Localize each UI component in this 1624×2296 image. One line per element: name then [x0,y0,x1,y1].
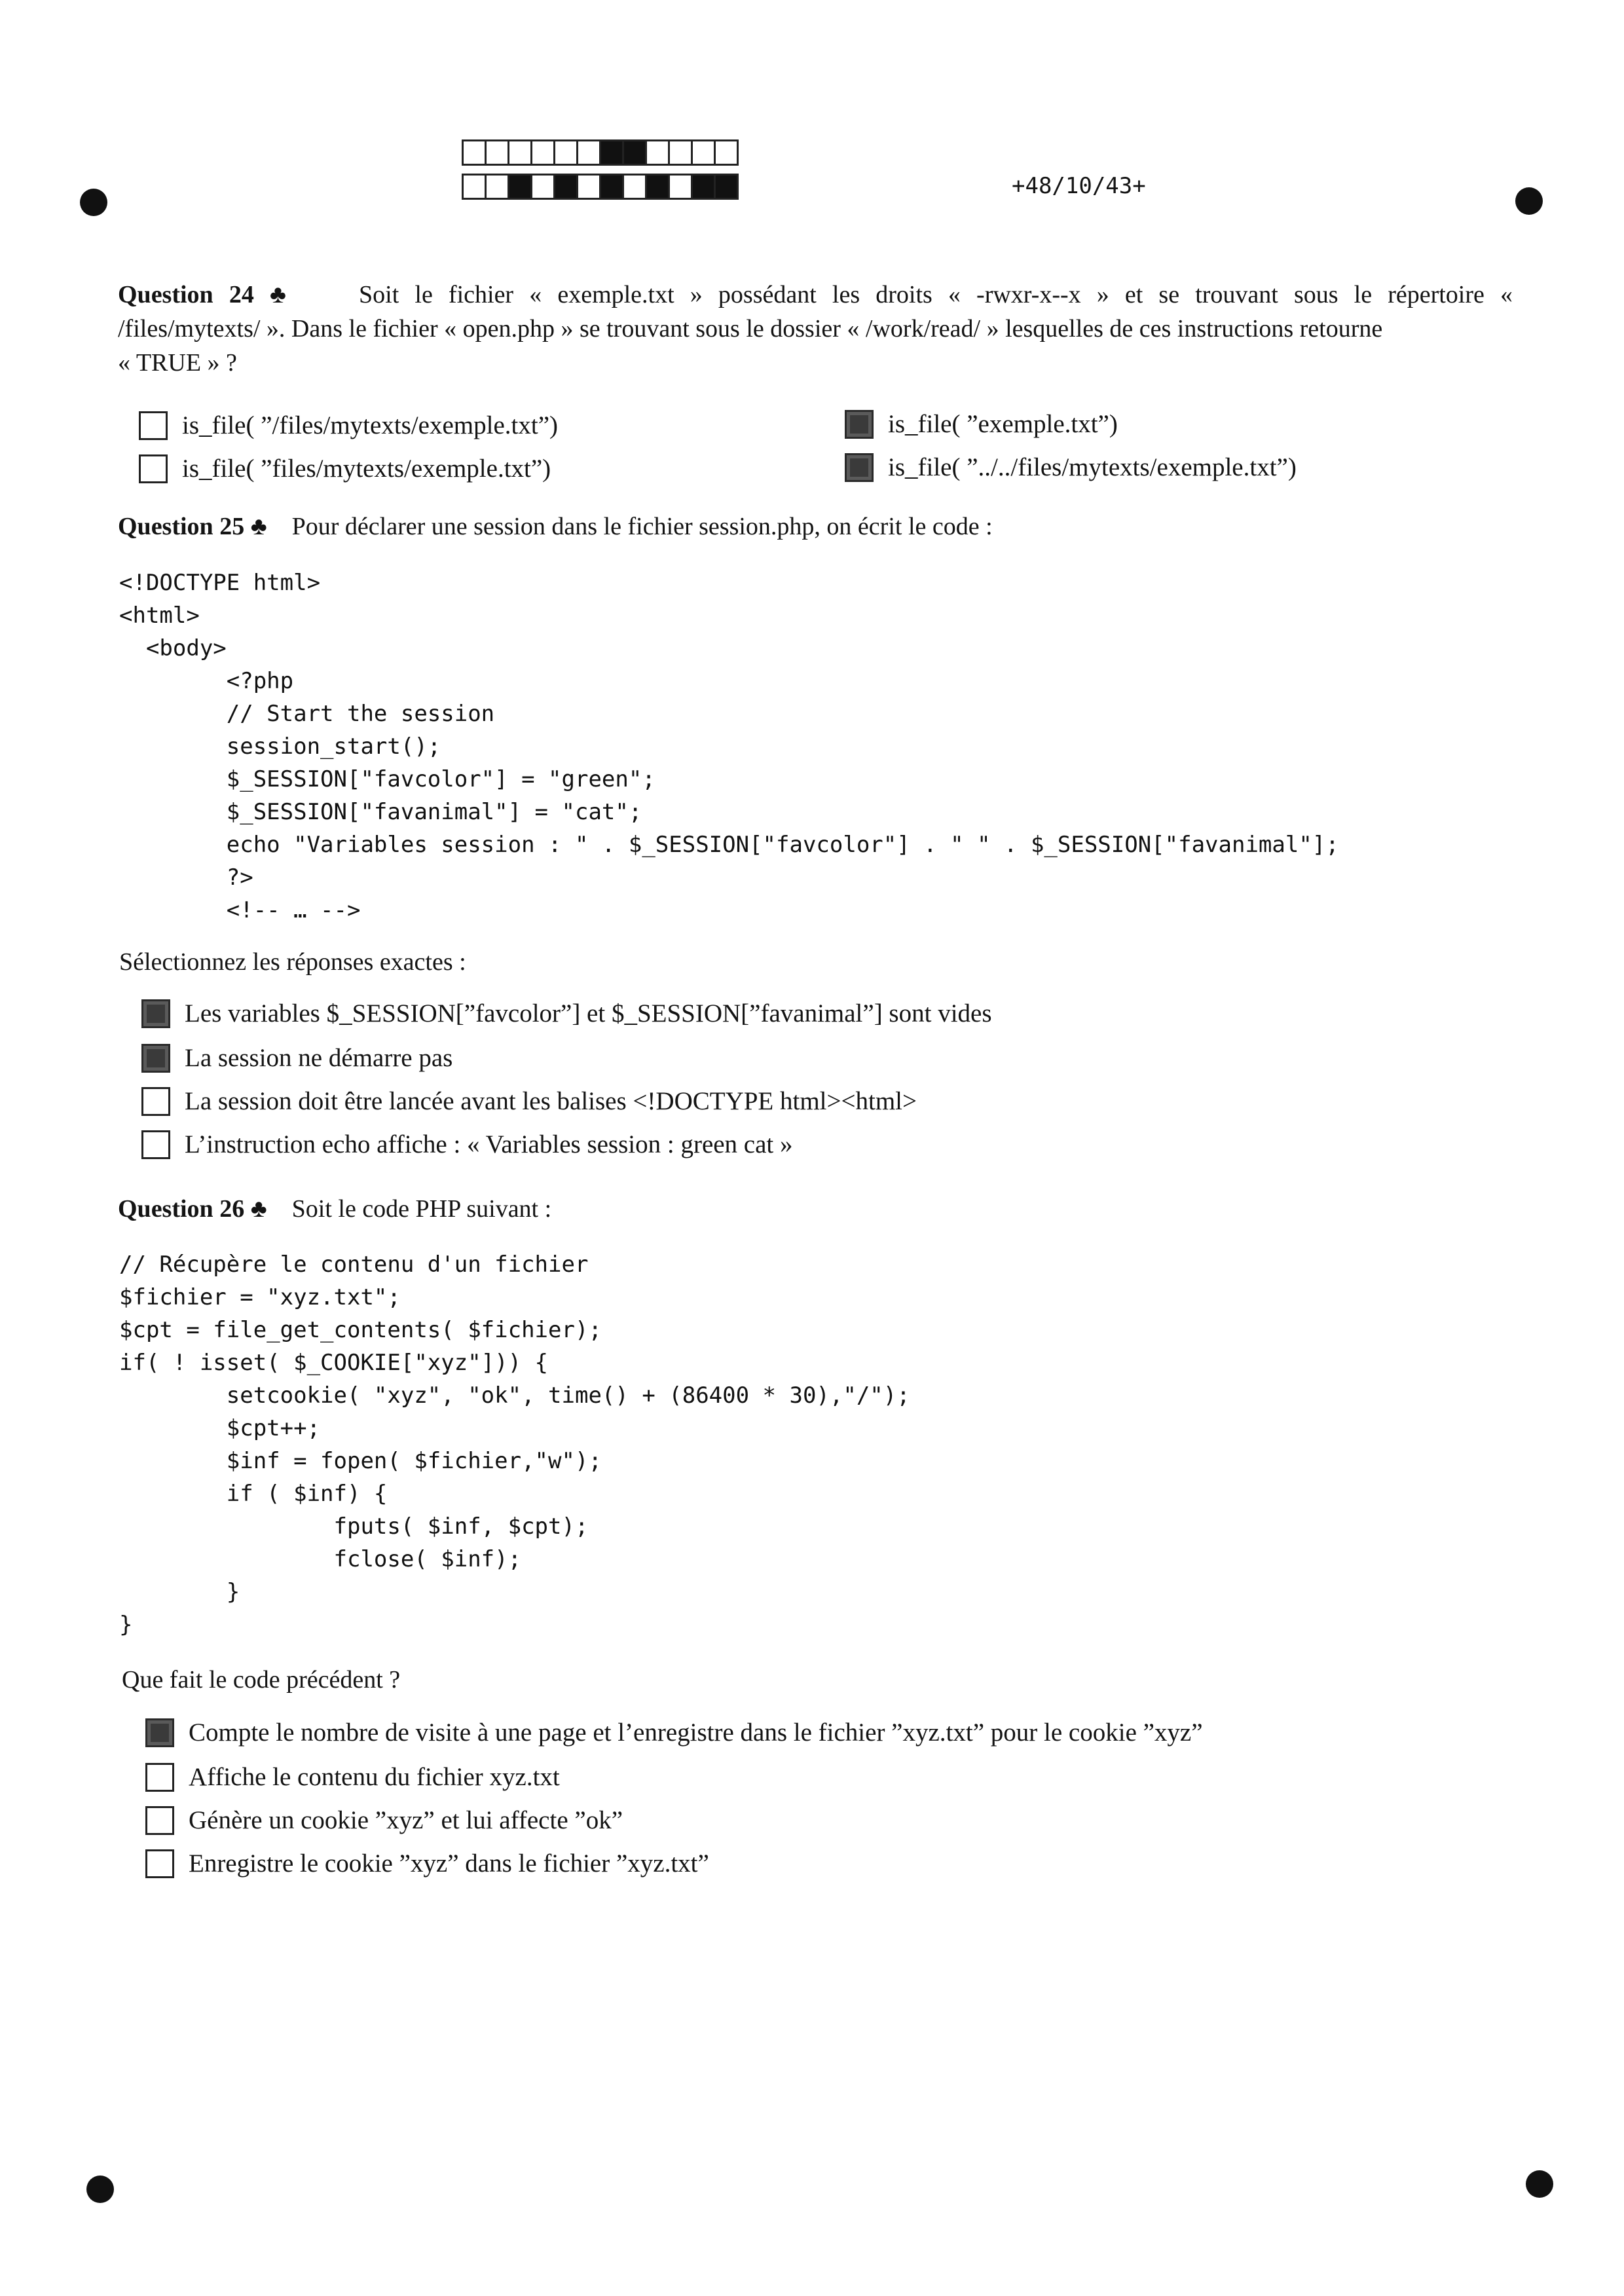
checkbox[interactable] [141,1130,170,1159]
club-icon: ♣ [250,1195,267,1223]
barcode-cell [691,174,716,200]
club-icon: ♣ [269,281,296,308]
code-line: <!DOCTYPE html> [119,570,321,596]
code-line: $_SESSION["favcolor"] = "green"; [119,766,655,792]
code-line: <body> [119,635,227,661]
barcode-cell [668,139,693,166]
barcode-cell [714,174,739,200]
answer-text: is_file( ”exemple.txt”) [888,410,1118,438]
answer-text: La session doit être lancée avant les balises <!DOCTYPE html><html> [185,1087,917,1115]
checkbox[interactable] [145,1806,174,1835]
answer-option[interactable] [139,453,551,485]
barcode-cell [691,139,716,166]
barcode-cell [553,174,578,200]
barcode-cell [507,174,532,200]
answer-text: L’instruction echo affiche : « Variables session : green cat » [185,1130,793,1158]
registration-dot-bottom-right [1526,2170,1553,2198]
question-24-line1 [118,278,1513,312]
checkbox[interactable] [145,1718,174,1747]
answer-option[interactable] [141,1129,793,1160]
code-line: // Récupère le contenu d'un fichier [119,1251,589,1278]
checkbox[interactable] [145,1763,174,1792]
barcode-cell [714,139,739,166]
question-text: Pour déclarer une session dans le fichier session.php, on écrit le code : [291,513,993,540]
code-line: setcookie( "xyz", "ok", time() + (86400 * 30),"/"); [119,1382,910,1409]
answer-option[interactable] [145,1717,1203,1749]
question-prompt: Sélectionnez les réponses exactes : [119,948,466,976]
answer-option[interactable] [141,998,992,1029]
code-line: ?> [119,864,253,891]
answer-text: Génère un cookie ”xyz” et lui affecte ”ok” [189,1806,623,1834]
question-label: Question 26 [118,1195,245,1223]
barcode-cell [485,174,509,200]
barcode-cell [576,174,601,200]
answer-text: is_file( ”../../files/mytexts/exemple.txt”) [888,453,1297,481]
barcode-cell [462,139,487,166]
barcode [464,139,739,208]
code-line: $inf = fopen( $fichier,"w"); [119,1448,602,1474]
checkbox[interactable] [845,410,874,439]
checkbox[interactable] [139,411,168,440]
club-icon: ♣ [250,513,267,540]
question-25 [118,509,1513,544]
checkbox[interactable] [845,453,874,482]
barcode-row [464,139,739,166]
code-line: $_SESSION["favanimal"] = "cat"; [119,799,642,825]
answer-option[interactable] [845,409,1118,440]
answer-option[interactable] [145,1762,560,1793]
barcode-cell [645,174,670,200]
registration-dot-bottom-left [86,2176,114,2203]
answer-option[interactable] [145,1848,709,1879]
code-line: echo "Variables session : " . $_SESSION["favcolor"] . " " . $_SESSION["favanimal"]; [119,832,1339,858]
question-label: Question 25 [118,513,245,540]
question-prompt: Que fait le code précédent ? [122,1666,401,1694]
code-line: fputs( $inf, $cpt); [119,1513,589,1540]
registration-dot-top-left [80,189,107,216]
answer-text: is_file( ”files/mytexts/exemple.txt”) [182,454,551,483]
checkbox[interactable] [145,1849,174,1878]
barcode-cell [599,174,624,200]
answer-text: Affiche le contenu du fichier xyz.txt [189,1763,560,1791]
code-line: if ( $inf) { [119,1481,388,1507]
code-line: $fichier = "xyz.txt"; [119,1284,401,1310]
answer-option[interactable] [845,452,1297,483]
question-label: Question 24 [118,281,254,308]
barcode-cell [530,174,555,200]
checkbox[interactable] [141,1044,170,1073]
code-line: <!-- … --> [119,897,361,923]
barcode-cell [668,174,693,200]
registration-dot-top-right [1515,187,1543,215]
barcode-cell [576,139,601,166]
barcode-cell [645,139,670,166]
code-line: if( ! isset( $_COOKIE["xyz"])) { [119,1350,549,1376]
question-24-line3: « TRUE » ? [118,349,237,377]
answer-option[interactable] [141,1043,452,1074]
answer-option[interactable] [139,410,558,441]
code-block [119,566,1339,927]
question-26 [118,1192,1513,1226]
barcode-cell [599,139,624,166]
question-text: Soit le fichier « exemple.txt » possédant les droits « -rwxr-x--x » et se trouvant sous le répertoire « [359,281,1513,308]
page-id: +48/10/43+ [1012,173,1146,199]
checkbox[interactable] [141,1087,170,1116]
barcode-cell [622,174,647,200]
answer-text: Compte le nombre de visite à une page et l’enregistre dans le fichier ”xyz.txt” pour le cookie ”xyz” [189,1718,1203,1747]
code-line: $cpt = file_get_contents( $fichier); [119,1317,602,1343]
barcode-cell [507,139,532,166]
code-block [119,1248,910,1641]
answer-option[interactable] [145,1805,623,1836]
code-line: } [119,1612,133,1638]
question-24-line2: /files/mytexts/ ». Dans le fichier « open.php » se trouvant sous le dossier « /work/read/ » lesquelles de ces instructions retourne [118,315,1383,343]
code-line: // Start the session [119,701,495,727]
answer-text: Enregistre le cookie ”xyz” dans le fichier ”xyz.txt” [189,1849,709,1878]
answer-option[interactable] [141,1086,917,1117]
code-line: fclose( $inf); [119,1546,522,1572]
barcode-cell [485,139,509,166]
barcode-cell [462,174,487,200]
code-line: session_start(); [119,733,441,760]
code-line: $cpt++; [119,1415,321,1441]
barcode-row [464,174,739,200]
answer-text: Les variables $_SESSION[”favcolor”] et $_SESSION[”favanimal”] sont vides [185,999,992,1028]
barcode-cell [530,139,555,166]
code-line: } [119,1579,240,1605]
code-line: <?php [119,668,294,694]
barcode-cell [622,139,647,166]
checkbox[interactable] [139,454,168,483]
answer-text: La session ne démarre pas [185,1044,453,1072]
question-24 [118,278,1513,380]
checkbox[interactable] [141,999,170,1028]
answer-text: is_file( ”/files/mytexts/exemple.txt”) [182,411,558,439]
barcode-cell [553,139,578,166]
question-text: Soit le code PHP suivant : [291,1195,552,1223]
code-line: <html> [119,602,200,629]
